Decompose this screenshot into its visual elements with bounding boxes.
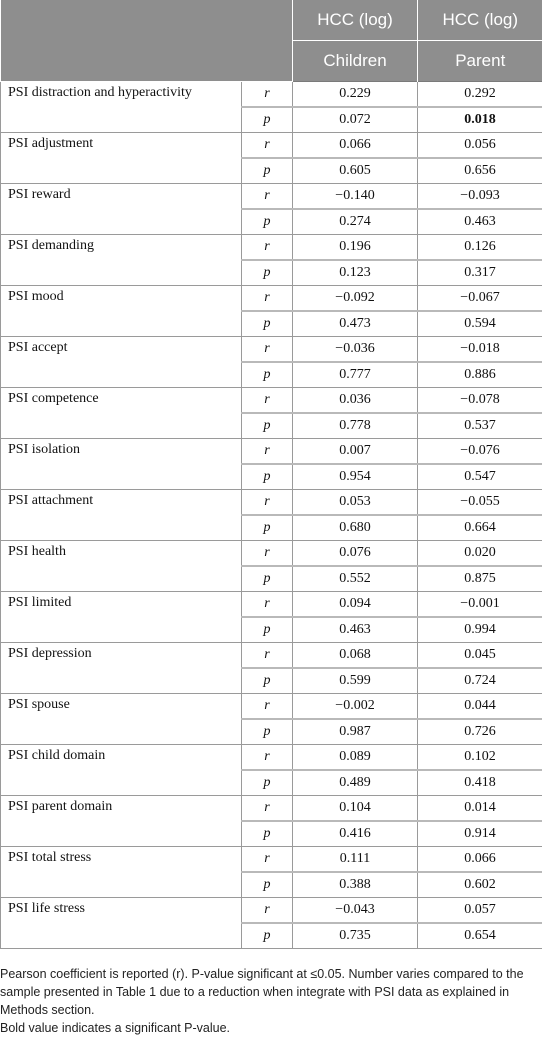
r-parent: 0.056 [418, 133, 542, 159]
row-label: PSI life stress [1, 898, 242, 949]
stat-p-label: p [242, 617, 293, 643]
r-children: 0.053 [293, 490, 418, 516]
stat-r-label: r [242, 388, 293, 414]
r-children: 0.036 [293, 388, 418, 414]
p-parent: 0.602 [418, 872, 542, 898]
r-children: 0.196 [293, 235, 418, 261]
p-children: 0.987 [293, 719, 418, 745]
r-children: 0.094 [293, 592, 418, 618]
row-label: PSI spouse [1, 694, 242, 745]
p-children: 0.552 [293, 566, 418, 592]
table-row [1, 82, 542, 108]
table-row [1, 184, 542, 210]
r-parent: −0.078 [418, 388, 542, 414]
stat-p-label: p [242, 311, 293, 337]
p-children: 0.954 [293, 464, 418, 490]
r-children: 0.089 [293, 745, 418, 771]
row-label: PSI limited [1, 592, 242, 643]
stat-r-label: r [242, 490, 293, 516]
table-row [1, 898, 542, 924]
r-parent: −0.067 [418, 286, 542, 312]
p-children: 0.123 [293, 260, 418, 286]
header-children: Children [293, 41, 418, 82]
r-children: −0.140 [293, 184, 418, 210]
stat-p-label: p [242, 107, 293, 133]
r-parent: −0.093 [418, 184, 542, 210]
stat-p-label: p [242, 770, 293, 796]
p-parent: 0.317 [418, 260, 542, 286]
p-parent: 0.914 [418, 821, 542, 847]
r-children: 0.076 [293, 541, 418, 567]
p-children: 0.605 [293, 158, 418, 184]
r-parent: 0.020 [418, 541, 542, 567]
table-body [1, 82, 542, 949]
row-label: PSI health [1, 541, 242, 592]
header-corner [1, 0, 293, 82]
r-children: 0.104 [293, 796, 418, 822]
p-children: 0.416 [293, 821, 418, 847]
table-row [1, 541, 542, 567]
stat-r-label: r [242, 745, 293, 771]
p-parent: 0.537 [418, 413, 542, 439]
p-children: 0.489 [293, 770, 418, 796]
header-hcc-parent: HCC (log) [418, 0, 542, 41]
r-children: −0.043 [293, 898, 418, 924]
stat-p-label: p [242, 872, 293, 898]
r-parent: −0.076 [418, 439, 542, 465]
stat-r-label: r [242, 235, 293, 261]
footnote-2: Bold value indicates a significant P-value. [0, 1019, 542, 1037]
stat-p-label: p [242, 362, 293, 388]
stat-r-label: r [242, 796, 293, 822]
p-children: 0.680 [293, 515, 418, 541]
table-row [1, 133, 542, 159]
table-row [1, 643, 542, 669]
r-children: −0.002 [293, 694, 418, 720]
p-parent: 0.726 [418, 719, 542, 745]
stat-p-label: p [242, 821, 293, 847]
r-children: −0.036 [293, 337, 418, 363]
stat-p-label: p [242, 464, 293, 490]
p-children: 0.473 [293, 311, 418, 337]
table-header [1, 0, 542, 82]
r-parent: −0.001 [418, 592, 542, 618]
stat-p-label: p [242, 209, 293, 235]
stat-p-label: p [242, 923, 293, 949]
r-parent: 0.044 [418, 694, 542, 720]
row-label: PSI isolation [1, 439, 242, 490]
p-parent: 0.594 [418, 311, 542, 337]
row-label: PSI attachment [1, 490, 242, 541]
header-parent: Parent [418, 41, 542, 82]
r-parent: 0.102 [418, 745, 542, 771]
row-label: PSI reward [1, 184, 242, 235]
row-label: PSI total stress [1, 847, 242, 898]
row-label: PSI mood [1, 286, 242, 337]
p-parent: 0.994 [418, 617, 542, 643]
r-children: 0.066 [293, 133, 418, 159]
stat-r-label: r [242, 592, 293, 618]
stat-r-label: r [242, 541, 293, 567]
stat-p-label: p [242, 158, 293, 184]
stat-r-label: r [242, 133, 293, 159]
p-parent: 0.018 [418, 107, 542, 133]
p-children: 0.777 [293, 362, 418, 388]
stat-r-label: r [242, 898, 293, 924]
row-label: PSI child domain [1, 745, 242, 796]
r-parent: 0.066 [418, 847, 542, 873]
stat-p-label: p [242, 413, 293, 439]
r-children: 0.111 [293, 847, 418, 873]
p-children: 0.599 [293, 668, 418, 694]
p-children: 0.072 [293, 107, 418, 133]
p-parent: 0.656 [418, 158, 542, 184]
table-row [1, 388, 542, 414]
r-parent: 0.045 [418, 643, 542, 669]
table-row [1, 745, 542, 771]
r-parent: 0.292 [418, 82, 542, 108]
p-parent: 0.654 [418, 923, 542, 949]
stat-p-label: p [242, 719, 293, 745]
row-label: PSI demanding [1, 235, 242, 286]
p-children: 0.778 [293, 413, 418, 439]
r-children: 0.007 [293, 439, 418, 465]
r-parent: 0.126 [418, 235, 542, 261]
p-parent: 0.547 [418, 464, 542, 490]
stat-p-label: p [242, 260, 293, 286]
table-row [1, 337, 542, 363]
stat-r-label: r [242, 286, 293, 312]
header-hcc-children: HCC (log) [293, 0, 418, 41]
p-parent: 0.875 [418, 566, 542, 592]
p-parent: 0.463 [418, 209, 542, 235]
stat-r-label: r [242, 439, 293, 465]
stat-r-label: r [242, 694, 293, 720]
p-parent: 0.724 [418, 668, 542, 694]
table-row [1, 490, 542, 516]
r-parent: −0.018 [418, 337, 542, 363]
table-row [1, 796, 542, 822]
stat-r-label: r [242, 643, 293, 669]
r-parent: 0.014 [418, 796, 542, 822]
p-parent: 0.886 [418, 362, 542, 388]
p-children: 0.463 [293, 617, 418, 643]
table-footnotes [0, 949, 542, 1037]
r-parent: 0.057 [418, 898, 542, 924]
row-label: PSI adjustment [1, 133, 242, 184]
r-children: 0.229 [293, 82, 418, 108]
table-row [1, 286, 542, 312]
stat-p-label: p [242, 566, 293, 592]
r-parent: −0.055 [418, 490, 542, 516]
r-children: 0.068 [293, 643, 418, 669]
row-label: PSI depression [1, 643, 242, 694]
table-row [1, 235, 542, 261]
p-children: 0.735 [293, 923, 418, 949]
footnote-1: Pearson coefficient is reported (r). P-value significant at ≤0.05. Number varies compared to the sample presented in Table 1 due to a reduction when integrate with PSI data as explained in Methods section. [0, 965, 542, 1019]
table-row [1, 592, 542, 618]
stat-r-label: r [242, 337, 293, 363]
p-parent: 0.418 [418, 770, 542, 796]
p-children: 0.274 [293, 209, 418, 235]
row-label: PSI accept [1, 337, 242, 388]
stat-r-label: r [242, 847, 293, 873]
r-children: −0.092 [293, 286, 418, 312]
p-parent: 0.664 [418, 515, 542, 541]
stat-r-label: r [242, 82, 293, 108]
row-label: PSI distraction and hyperactivity [1, 82, 242, 133]
table-row [1, 439, 542, 465]
stat-r-label: r [242, 184, 293, 210]
p-children: 0.388 [293, 872, 418, 898]
stat-p-label: p [242, 668, 293, 694]
table-row [1, 847, 542, 873]
row-label: PSI competence [1, 388, 242, 439]
table-row [1, 694, 542, 720]
stat-p-label: p [242, 515, 293, 541]
row-label: PSI parent domain [1, 796, 242, 847]
